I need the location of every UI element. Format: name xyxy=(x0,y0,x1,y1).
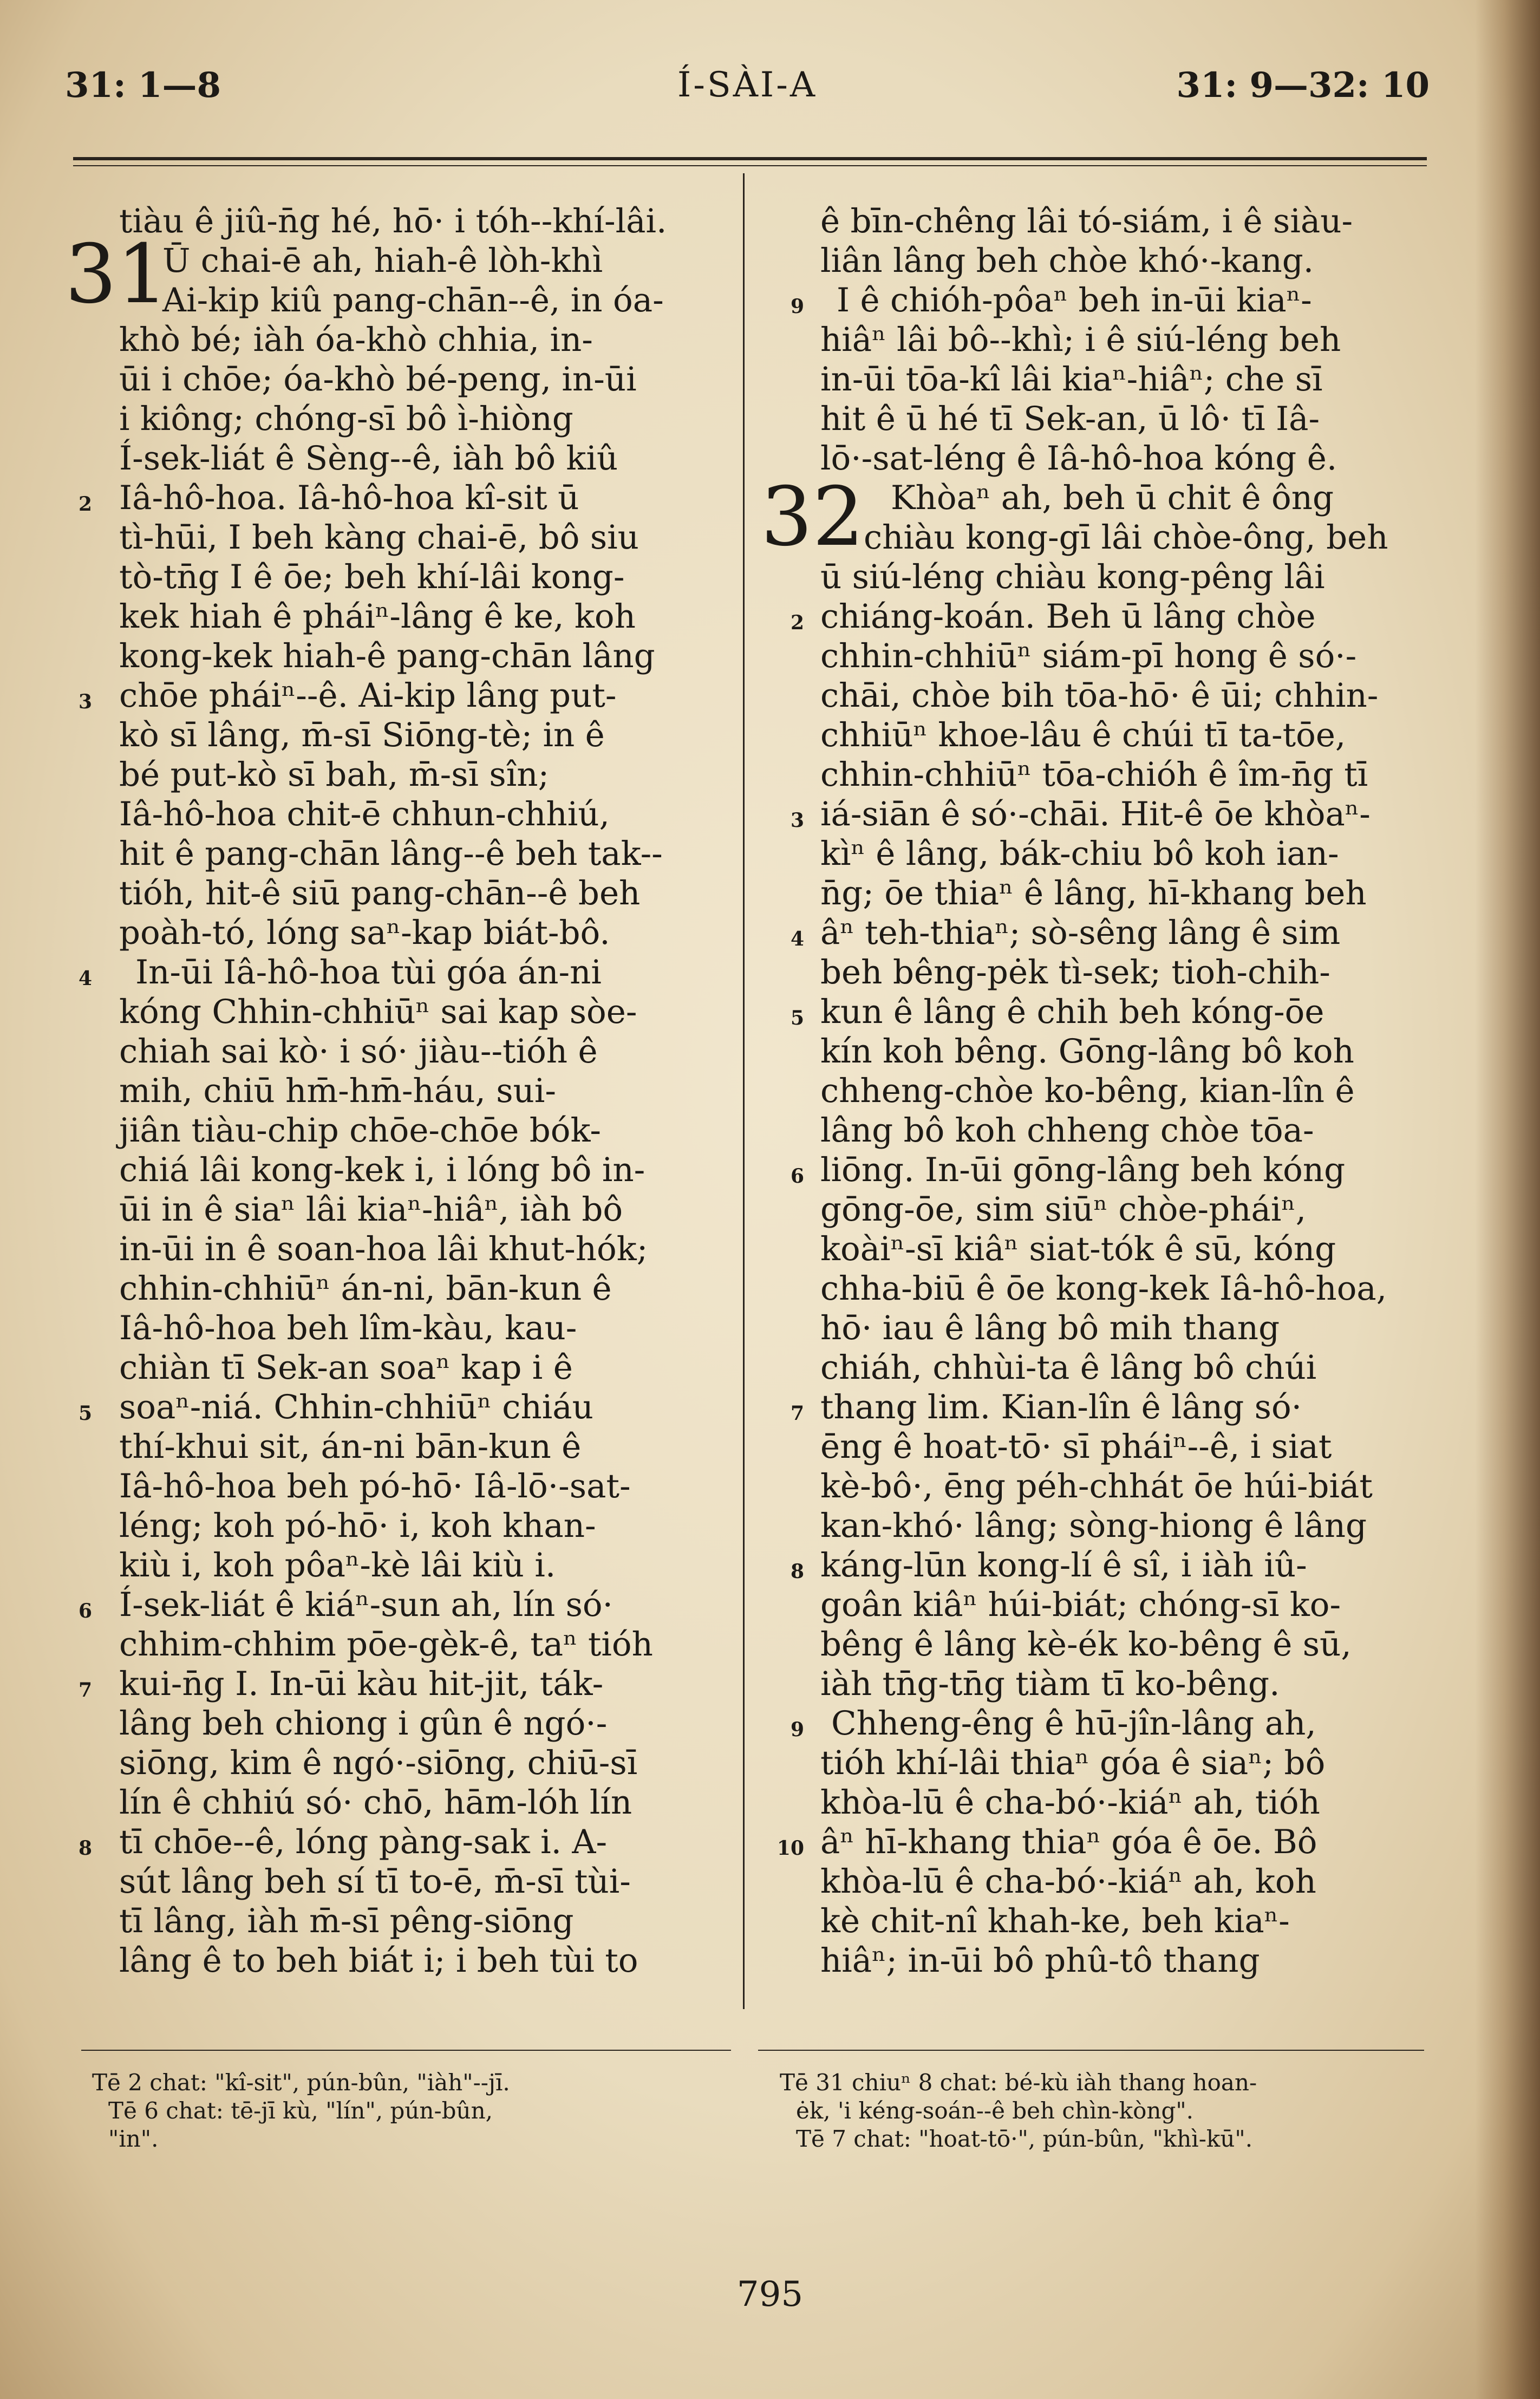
text-line: In-ūi Iâ-hô-hoa tùi góa án-ni xyxy=(135,953,602,992)
text-line: kong-kek hiah-ê pang-chān lâng xyxy=(119,637,655,675)
text-line: goân kiâⁿ húi-biát; chóng-sī ko- xyxy=(820,1586,1341,1624)
text-line: beh bêng-pėk tì-sek; tioh-chih- xyxy=(820,953,1330,992)
text-line: tiàu ê jiû-n̄g hé, hō· i tóh--khí-lâi. xyxy=(119,202,667,240)
text-line: in-ūi in ê soan-hoa lâi khut-hók; xyxy=(119,1230,648,1268)
text-line: chhim-chhim pōe-gèk-ê, taⁿ tióh xyxy=(119,1625,653,1664)
text-line: khòa-lū ê cha-bó·-kiáⁿ ah, koh xyxy=(820,1862,1316,1901)
text-line: jiân tiàu-chip chōe-chōe bók- xyxy=(119,1111,601,1150)
verse-number: 5 xyxy=(78,1402,92,1425)
text-line: soaⁿ-niá. Chhin-chhiūⁿ chiáu xyxy=(119,1388,593,1426)
text-line: chiàn tī Sek-an soaⁿ kap i ê xyxy=(119,1348,573,1387)
footnote-line: ėk, 'i kéng-soán--ê beh chìn-kòng". xyxy=(796,2097,1194,2124)
verse-number: 4 xyxy=(78,967,92,990)
text-line: lâng ê to beh biát i; i beh tùi to xyxy=(119,1941,638,1980)
text-line: chiah sai kò· i só· jiàu--tióh ê xyxy=(119,1032,598,1071)
text-line: I ê chióh-pôaⁿ beh in-ūi kiaⁿ- xyxy=(837,281,1312,320)
header-book-title: Í-SÀI-A xyxy=(677,65,818,105)
text-line: chiáng-koán. Beh ū lâng chòe xyxy=(820,597,1316,636)
text-line: ū siú-léng chiàu kong-pêng lâi xyxy=(820,558,1325,596)
text-line: Chheng-êng ê hū-jîn-lâng ah, xyxy=(831,1704,1316,1743)
text-line: hit ê ū hé tī Sek-an, ū lô· tī Iâ- xyxy=(820,400,1320,438)
verse-number: 3 xyxy=(790,809,804,832)
text-line: lâng beh chiong i gûn ê ngó·- xyxy=(119,1704,608,1743)
text-line: chōe pháiⁿ--ê. Ai-kip lâng put- xyxy=(119,676,617,715)
text-line: kè-bô·, ēng péh-chhát ōe húi-biát xyxy=(820,1467,1373,1505)
text-line: âⁿ teh-thiaⁿ; sò-sêng lâng ê sim xyxy=(820,914,1341,952)
text-line: lō·-sat-léng ê Iâ-hô-hoa kóng ê. xyxy=(820,439,1337,478)
text-line: poàh-tó, lóng saⁿ-kap biát-bô. xyxy=(119,914,610,952)
text-line: liân lâng beh chòe khó·-kang. xyxy=(820,242,1314,280)
text-line: tióh, hit-ê siū pang-chān--ê beh xyxy=(119,874,641,912)
text-line: Í-sek-liát ê kiáⁿ-sun ah, lín só· xyxy=(119,1586,614,1624)
right-text-column xyxy=(761,201,1411,1980)
text-line: ê bīn-chêng lâi tó-siám, i ê siàu- xyxy=(820,202,1353,240)
verse-number: 2 xyxy=(78,493,92,516)
text-line: kiù i, koh pôaⁿ-kè lâi kiù i. xyxy=(119,1546,556,1585)
page-number: 795 xyxy=(736,2274,804,2315)
text-line: siōng, kim ê ngó·-siōng, chiū-sī xyxy=(119,1744,638,1782)
text-line: lâng bô koh chheng chòe tōa- xyxy=(820,1111,1314,1150)
verse-number: 8 xyxy=(790,1560,804,1583)
text-line: ūi in ê siaⁿ lâi kiaⁿ-hiâⁿ, iàh bô xyxy=(119,1190,623,1229)
text-line: kek hiah ê pháiⁿ-lâng ê ke, koh xyxy=(119,597,636,636)
text-line: kan-khó· lâng; sòng-hiong ê lâng xyxy=(820,1507,1367,1545)
text-line: chheng-chòe ko-bêng, kian-lîn ê xyxy=(820,1072,1355,1110)
text-line: chhin-chhiūⁿ án-ni, bān-kun ê xyxy=(119,1269,612,1308)
verse-number: 7 xyxy=(78,1679,92,1702)
text-line: Iâ-hô-hoa beh pó-hō· Iâ-lō·-sat- xyxy=(119,1467,631,1505)
text-line: kín koh bêng. Gōng-lâng bô koh xyxy=(820,1032,1354,1071)
text-line: tī chōe--ê, lóng pàng-sak i. A- xyxy=(119,1823,608,1861)
footnote-rule-left xyxy=(81,2050,731,2051)
text-line: âⁿ hī-khang thiaⁿ góa ê ōe. Bô xyxy=(820,1823,1317,1861)
header-rule-thick xyxy=(73,157,1427,160)
text-line: tī lâng, iàh m̄-sī pêng-siōng xyxy=(119,1902,574,1940)
text-line: Iâ-hô-hoa beh lîm-kàu, kau- xyxy=(119,1309,577,1347)
text-line: tì-hūi, I beh kàng chai-ē, bô siu xyxy=(119,518,639,557)
left-text-column xyxy=(65,201,709,1980)
text-line: gōng-ōe, sim siūⁿ chòe-pháiⁿ, xyxy=(820,1190,1307,1229)
verse-number: 8 xyxy=(78,1837,92,1860)
chapter-number-32: 32 xyxy=(761,470,864,564)
text-line: káng-lūn kong-lí ê sî, i iàh iû- xyxy=(820,1546,1307,1585)
text-line: Ai-kip kiû pang-chān--ê, in óa- xyxy=(162,281,664,320)
verse-number: 7 xyxy=(790,1402,804,1425)
text-line: ēng ê hoat-tō· sī pháiⁿ--ê, i siat xyxy=(820,1427,1332,1466)
text-line: chha-biū ê ōe kong-kek Iâ-hô-hoa, xyxy=(820,1269,1387,1308)
text-line: kóng Chhin-chhiūⁿ sai kap sòe- xyxy=(119,993,637,1031)
text-line: chiáh, chhùi-ta ê lâng bô chúi xyxy=(820,1348,1317,1387)
text-line: kìⁿ ê lâng, bák-chiu bô koh ian- xyxy=(820,835,1339,873)
text-line: Khòaⁿ ah, beh ū chit ê ông xyxy=(891,479,1334,517)
text-line: i kiông; chóng-sī bô ì-hiòng xyxy=(119,400,573,438)
running-header xyxy=(65,65,1430,114)
text-line: khòa-lū ê cha-bó·-kiáⁿ ah, tióh xyxy=(820,1783,1320,1822)
verse-number: 6 xyxy=(78,1600,92,1622)
verse-number: 10 xyxy=(776,1837,804,1860)
text-line: hiâⁿ lâi bô--khì; i ê siú-léng beh xyxy=(820,321,1341,359)
text-line: Iâ-hô-hoa chit-ē chhun-chhiú, xyxy=(119,795,610,833)
footnote-line: "in". xyxy=(108,2126,159,2152)
text-line: chhin-chhiūⁿ tōa-chióh ê îm-n̄g tī xyxy=(820,755,1368,794)
text-line: liōng. In-ūi gōng-lâng beh kóng xyxy=(820,1151,1346,1189)
footnotes-left xyxy=(92,2069,731,2153)
footnote-line: Tē 31 chiuⁿ 8 chat: bé-kù iàh thang hoan- xyxy=(780,2069,1257,2096)
footnote-line: Tē 6 chat: tē-jī kù, "lín", pún-bûn, xyxy=(108,2097,493,2124)
text-line: koàiⁿ-sī kiâⁿ siat-tók ê sū, kóng xyxy=(820,1230,1336,1268)
text-line: ūi i chōe; óa-khò bé-peng, in-ūi xyxy=(119,360,637,399)
header-right-reference: 31: 9—32: 10 xyxy=(1176,65,1430,106)
header-left-reference: 31: 1—8 xyxy=(65,65,221,106)
text-line: kò sī lâng, m̄-sī Siōng-tè; in ê xyxy=(119,716,605,754)
footnote-rule-right xyxy=(758,2050,1424,2051)
text-line: kun ê lâng ê chih beh kóng-ōe xyxy=(820,993,1324,1031)
text-line: chiá lâi kong-kek i, i lóng bô in- xyxy=(119,1151,645,1189)
footnotes-right xyxy=(780,2069,1419,2153)
text-line: iàh tn̄g-tn̄g tiàm tī ko-bêng. xyxy=(820,1665,1280,1703)
text-line: chāi, chòe bih tōa-hō· ê ūi; chhin- xyxy=(820,676,1379,715)
text-line: tióh khí-lâi thiaⁿ góa ê siaⁿ; bô xyxy=(820,1744,1326,1782)
text-line: bêng ê lâng kè-ék ko-bêng ê sū, xyxy=(820,1625,1352,1664)
text-line: bé put-kò sī bah, m̄-sī sîn; xyxy=(119,755,550,794)
text-line: Í-sek-liát ê Sèng--ê, iàh bô kiû xyxy=(119,439,618,478)
text-line: in-ūi tōa-kî lâi kiaⁿ-hiâⁿ; che sī xyxy=(820,360,1323,399)
text-line: mih, chiū hm̄-hm̄-háu, sui- xyxy=(119,1072,556,1110)
text-line: hiâⁿ; in-ūi bô phû-tô thang xyxy=(820,1941,1260,1980)
footnote-line: Tē 7 chat: "hoat-tō·", pún-bûn, "khì-kū". xyxy=(796,2126,1253,2152)
column-divider xyxy=(743,173,745,2009)
verse-number: 9 xyxy=(790,1718,804,1741)
text-line: tò-tn̄g I ê ōe; beh khí-lâi kong- xyxy=(119,558,625,596)
text-line: kè chit-nî khah-ke, beh kiaⁿ- xyxy=(820,1902,1290,1940)
text-line: chhiūⁿ khoe-lâu ê chúi tī ta-tōe, xyxy=(820,716,1346,754)
verse-number: 6 xyxy=(790,1165,804,1188)
verse-number: 2 xyxy=(790,611,804,634)
text-line: khò bé; iàh óa-khò chhia, in- xyxy=(119,321,593,359)
text-line: thang lim. Kian-lîn ê lâng só· xyxy=(820,1388,1302,1426)
text-line: Ū chai-ē ah, hiah-ê lòh-khì xyxy=(162,242,603,280)
header-rule-thin xyxy=(73,165,1427,166)
verse-number: 4 xyxy=(790,928,804,950)
verse-number: 3 xyxy=(78,690,92,713)
verse-number: 5 xyxy=(790,1007,804,1029)
text-line: kui-n̄g I. In-ūi kàu hit-jit, ták- xyxy=(119,1665,604,1703)
text-line: chiàu kong-gī lâi chòe-ông, beh xyxy=(864,518,1388,557)
text-line: léng; koh pó-hō· i, koh khan- xyxy=(119,1507,596,1545)
text-line: lín ê chhiú só· chō, hām-lóh lín xyxy=(119,1783,632,1822)
verse-number: 9 xyxy=(790,295,804,318)
text-line: hit ê pang-chān lâng--ê beh tak-- xyxy=(119,835,663,873)
text-line: thí-khui sit, án-ni bān-kun ê xyxy=(119,1427,582,1466)
text-line: chhin-chhiūⁿ siám-pī hong ê só·- xyxy=(820,637,1357,675)
page-spine-shadow xyxy=(1475,0,1540,2399)
chapter-number-31: 31 xyxy=(65,227,168,322)
text-line: iá-siān ê só·-chāi. Hit-ê ōe khòaⁿ- xyxy=(820,795,1371,833)
text-line: hō· iau ê lâng bô mih thang xyxy=(820,1309,1280,1347)
text-line: Iâ-hô-hoa. Iâ-hô-hoa kî-sit ū xyxy=(119,479,579,517)
footnote-line: Tē 2 chat: "kî-sit", pún-bûn, "iàh"--jī. xyxy=(92,2069,510,2096)
text-line: n̄g; ōe thiaⁿ ê lâng, hī-khang beh xyxy=(820,874,1367,912)
text-line: sút lâng beh sí tī to-ē, m̄-sī tùi- xyxy=(119,1862,631,1901)
